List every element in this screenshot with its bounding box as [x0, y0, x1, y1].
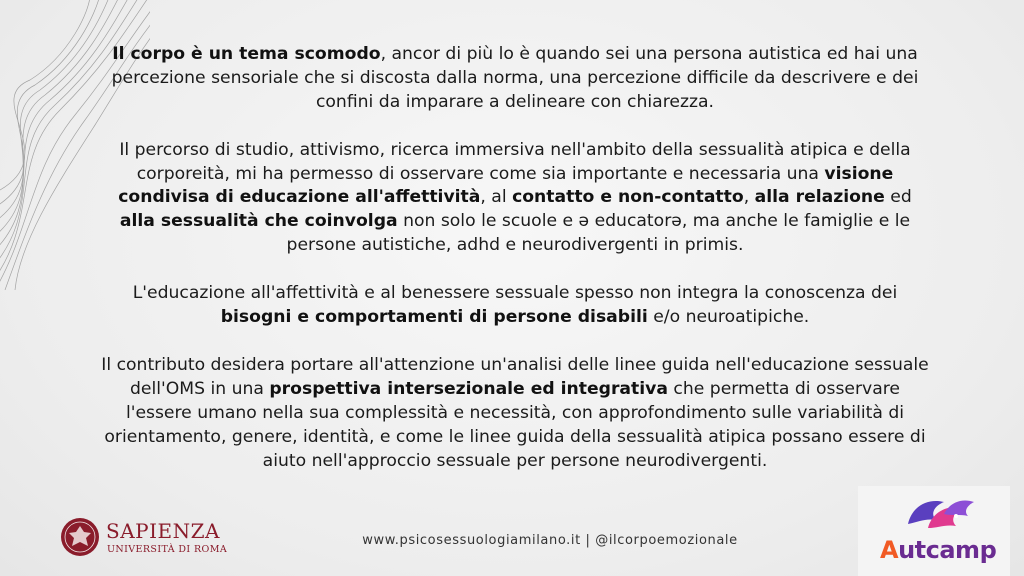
body-text [100, 43, 930, 498]
autcamp-wordmark [880, 536, 996, 564]
text-segment: Il contributo desidera portare all'attenzione un'analisi delle linee guida nell'educazione sessuale dell'OMS in una [101, 355, 929, 400]
footer-website[interactable]: www.psicosessuologiamilano.it | @ilcorpoemozionale [362, 533, 738, 548]
sapienza-name: SAPIENZA [106, 519, 220, 543]
bold-text-segment: Il corpo è un tema scomodo [112, 44, 381, 64]
text-segment: che permetta di osservare l'essere umano nella sua complessità e necessità, con approfondimento sulle variabilità di orientamento, genere, identità, e come le linee guida della sessualità atipica possano essere di aiuto nell'approccio sessuale per persone neurodivergenti. [104, 379, 926, 471]
bold-text-segment: alla sessualità che coinvolga [119, 211, 398, 232]
autcamp-letter-a: A [880, 536, 899, 564]
text-segment: , ancor di più lo è quando sei una persona autistica ed hai una percezione sensoriale che si discosta dalla norma, una percezione difficile da descrivere e dei confini da imparare a delineare con chiarezza. [111, 44, 919, 112]
bold-text-segment: prospettiva intersezionale ed integrativa [269, 379, 668, 400]
text-segment: non solo le scuole e ə educatorə, ma anche le famiglie e le persone autistiche, adhd e neurodivergenti in primis. [286, 211, 911, 256]
paragraph-4 [100, 354, 930, 473]
sapienza-seal-icon [60, 517, 100, 557]
autcamp-letters-rest: utcamp [898, 536, 997, 564]
autcamp-logo [858, 486, 1010, 576]
bold-text-segment: bisogni e comportamenti di persone disabili [220, 307, 648, 328]
bold-text-segment: alla relazione [754, 187, 885, 208]
paragraph-2 [100, 139, 930, 258]
text-segment: Il percorso di studio, attivismo, ricerca immersiva nell'ambito della sessualità atipica e della corporeità, mi ha permesso di osservare come sia importante e necessaria una [119, 139, 911, 184]
bold-text-segment: contatto e non-contatto [512, 187, 744, 208]
text-segment: , [743, 187, 755, 208]
text-segment: , al [480, 187, 513, 208]
paragraph-3 [100, 282, 930, 330]
bold-text-segment: visione condivisa di educazione all'affettività [118, 163, 894, 208]
sapienza-subtitle: UNIVERSITÀ DI ROMA [107, 544, 228, 555]
text-segment: L'educazione all'affettività e al benessere sessuale spesso non integra la conoscenza dei [132, 283, 898, 304]
paragraph-1 [100, 43, 930, 114]
text-segment: ed [884, 187, 912, 208]
sapienza-logo [60, 517, 240, 569]
text-segment: e/o neuroatipiche. [647, 307, 810, 328]
autcamp-flame-icon [898, 494, 978, 538]
